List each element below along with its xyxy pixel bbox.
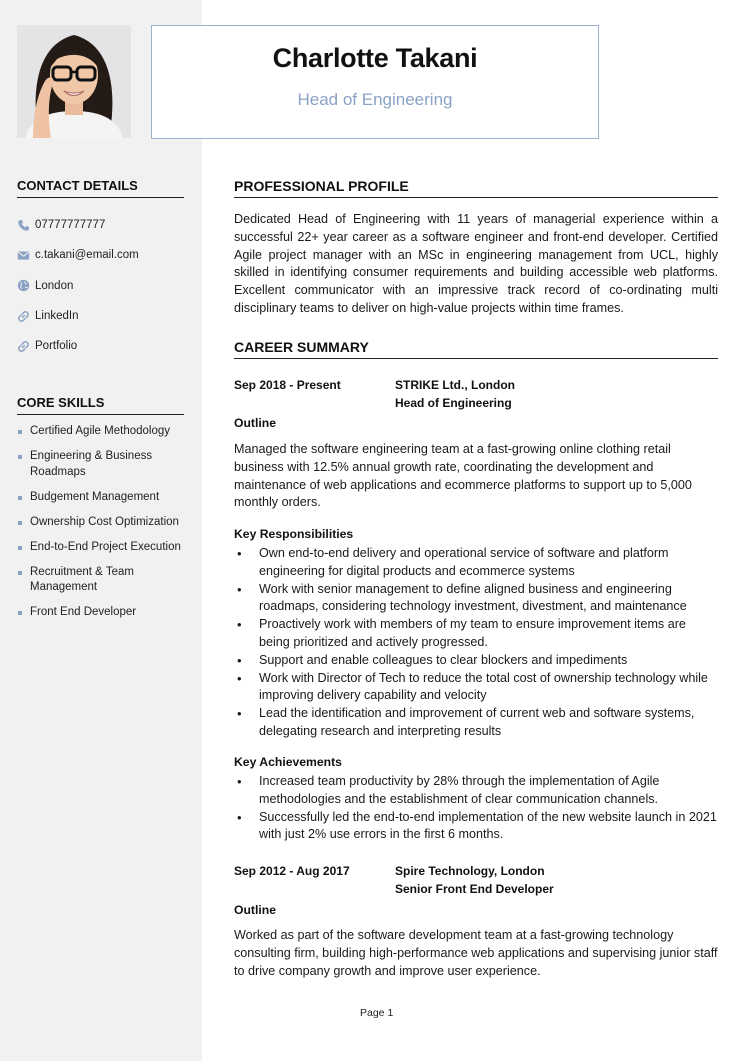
bullet-square-icon: [18, 546, 22, 550]
outline-heading: Outline: [234, 903, 276, 917]
contact-phone-text: 07777777777: [35, 219, 106, 232]
responsibilities-list: [234, 545, 718, 741]
contact-item-phone[interactable]: [17, 210, 197, 240]
skill-item: Budgement Management: [17, 490, 197, 506]
bullet-square-icon: [18, 430, 22, 434]
envelope-icon: [17, 249, 30, 262]
skills-list: [17, 424, 197, 630]
profile-text: Dedicated Head of Engineering with 11 years of managerial experience within a successful 22+ year career as a software engineer and front-end developer. Certified Agile project manager with an MSc in engineering management from UCL, highly skilled in identifying consumer requirements and building accessible web platforms. Excellent communicator with an impressive track record of co-ordinating multi disciplinary teams to deliver on high-value projects within time frames.: [234, 212, 718, 315]
job-company: STRIKE Ltd., London: [395, 378, 515, 392]
contact-email-text: c.takani@email.com: [35, 249, 139, 262]
skill-item: End-to-End Project Execution: [17, 540, 197, 556]
contact-linkedin-text: LinkedIn: [35, 310, 79, 323]
job-title: Senior Front End Developer: [395, 881, 554, 896]
job-company: Spire Technology, London: [395, 864, 545, 878]
bullet-square-icon: [18, 611, 22, 615]
contact-portfolio-text: Portfolio: [35, 340, 78, 353]
skill-item: Front End Developer: [17, 605, 197, 621]
contact-item-email[interactable]: [17, 240, 197, 270]
contact-item-location: [17, 271, 197, 301]
profile-photo: [17, 25, 131, 138]
job-dates: Sep 2018 - Present: [234, 378, 341, 392]
contact-list: [17, 210, 197, 361]
skills-heading: CORE SKILLS: [17, 395, 184, 415]
job-header: [234, 377, 718, 413]
contact-location-text: London: [35, 279, 74, 292]
list-item: • Work with Director of Tech to reduce the total cost of ownership technology while improving delivery capability and velocity: [234, 670, 718, 706]
skill-item: Recruitment & Team Management: [17, 565, 197, 596]
contact-heading: CONTACT DETAILS: [17, 178, 184, 198]
job-dates: Sep 2012 - Aug 2017: [234, 864, 350, 878]
link-icon: [17, 310, 30, 323]
skill-item: Certified Agile Methodology: [17, 424, 197, 440]
job-outline: Managed the software engineering team at a fast-growing online clothing retail business with 12.5% annual growth rate, coordinating the development and maintenance of web applications and ecommerce platforms to support up to 5,000 monthly orders.: [234, 442, 692, 510]
bullet-square-icon: [18, 521, 22, 525]
phone-icon: [17, 219, 30, 232]
skill-item: Engineering & Business Roadmaps: [17, 449, 197, 480]
job-title: Head of Engineering: [395, 395, 512, 410]
list-item: • Successfully led the end-to-end implementation of the new website launch in 2021 with just 2% use errors in the first 6 months.: [234, 809, 718, 845]
candidate-role: Head of Engineering: [297, 90, 453, 109]
bullet-square-icon: [18, 496, 22, 500]
bullet-square-icon: [18, 571, 22, 575]
skill-item: Ownership Cost Optimization: [17, 515, 197, 531]
candidate-name: Charlotte Takani: [272, 43, 478, 73]
career-heading: CAREER SUMMARY: [234, 339, 718, 359]
list-item: • Proactively work with members of my team to ensure improvement items are being prioritized and actively progressed.: [234, 616, 718, 652]
list-item: • Own end-to-end delivery and operational service of software and platform engineering for digital products and ecommerce systems: [234, 545, 718, 581]
list-item: • Work with senior management to define aligned business and engineering roadmaps, considering technology investment, divestment, and maintenance: [234, 581, 718, 617]
contact-item-portfolio[interactable]: [17, 331, 197, 361]
job-header: [234, 863, 718, 899]
responsibilities-heading: Key Responsibilities: [234, 527, 354, 541]
bullet-square-icon: [18, 455, 22, 459]
list-item: • Increased team productivity by 28% through the implementation of Agile methodologies and the establishment of clear communication channels.: [234, 773, 718, 809]
list-item: • Support and enable colleagues to clear blockers and impediments: [234, 652, 718, 670]
outline-heading: Outline: [234, 416, 276, 430]
job-company-block: [395, 377, 715, 412]
link-icon: [17, 340, 30, 353]
list-item: • Lead the identification and improvement of current web and software systems, delegating research and interpreting results: [234, 705, 718, 741]
contact-item-linkedin[interactable]: [17, 301, 197, 331]
name-header: [151, 25, 599, 139]
job-outline: Worked as part of the software development team at a fast-growing technology consulting firm, building high-performance web applications and supervising junior staff to drive company growth and improve user experience.: [234, 928, 718, 978]
profile-heading: PROFESSIONAL PROFILE: [234, 178, 718, 198]
achievements-list: [234, 773, 718, 844]
page-number: Page 1: [360, 1007, 394, 1019]
achievements-heading: Key Achievements: [234, 755, 342, 769]
globe-icon: [17, 279, 30, 292]
job-company-block: [395, 863, 715, 898]
